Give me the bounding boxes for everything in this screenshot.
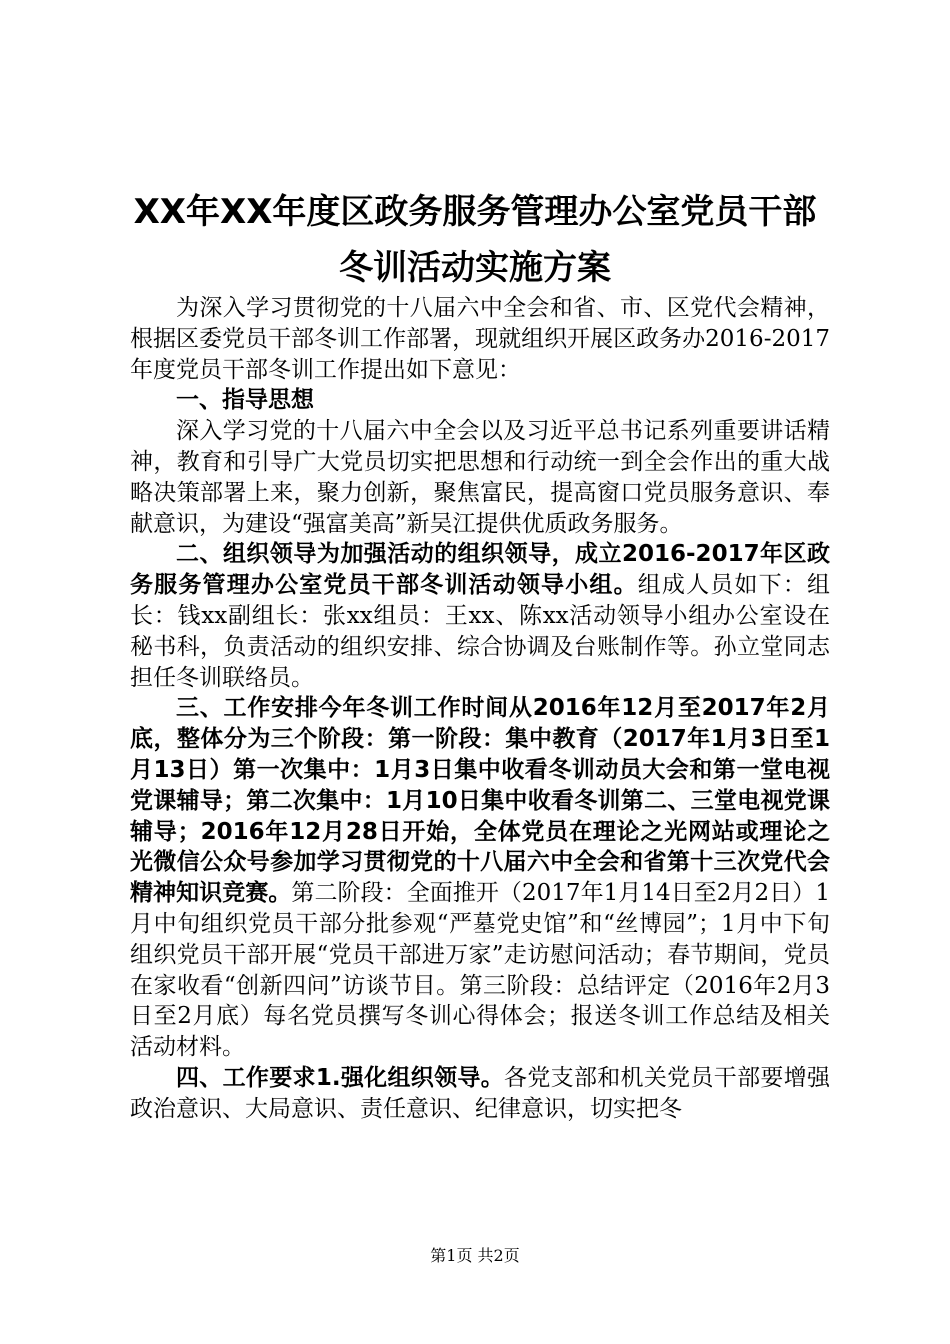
section-1-paragraph: 深入学习党的十八届六中全会以及习近平总书记系列重要讲话精神，教育和引导广大党员切实把思想和行动统一到全会作出的重大战略决策部署上来，聚力创新，聚焦富民，提高窗口党员服务意识、奉献意识，为建设“强富美高”新吴江提供优质政务服务。 (130, 418, 830, 537)
section-1-heading: 一、指导思想 (176, 387, 314, 414)
section-2-text: 组成人员如下：组长：钱xx副组长：张xx组员：王xx、陈xx活动领导小组办公室设在秘书科，负责活动的组织安排、综合协调及台账制作等。孙立堂同志担任冬训联络员。 (130, 572, 831, 691)
section-4-bold-text: 四、工作要求1.强化组织领导。 (176, 1064, 505, 1091)
document-title-line-2: 冬训活动实施方案 (339, 248, 611, 288)
section-2-bold-text: 二、组织领导为加强活动的组织领导，成立2016-2017年区政务服务管理办公室党员干部冬训活动领导小组。 (130, 541, 830, 599)
section-3-text: 第二阶段：全面推开（2017年1月14日至2月2日）1月中旬组织党员干部分批参观“严墓党史馆”和“丝博园”；1月中下旬组织党员干部开展“党员干部进万家”走访慰问活动；春节期间，党员在家收看“创新四问”访谈节目。第三阶段：总结评定（2016年2月3日至2月底）每名党员撰写冬训心得体会；报送冬训工作总结及相关活动材料。 (130, 880, 830, 1061)
document-title-line-1: XX年XX年度区政务服务管理办公室党员干部 (133, 192, 817, 232)
section-4-paragraph (130, 1063, 830, 1125)
section-2-paragraph (130, 539, 830, 693)
section-3-paragraph (130, 693, 830, 1063)
section-3-bold-text: 三、工作安排今年冬训工作时间从2016年12月至2017年2月底，整体分为三个阶段：第一阶段：集中教育（2017年1月3日至1月13日）第一次集中：1月3日集中收看冬训动员大会和第一堂电视党课辅导；第二次集中：1月10日集中收看冬训第二、三堂电视党课辅导；2016年12月28日开始，全体党员在理论之光网站或理论之光微信公众号参加学习贯彻党的十八届六中全会和省第十三次党代会精神知识竞赛。 (130, 695, 830, 907)
section-4-text: 各党支部和机关党员干部要增强政治意识、大局意识、责任意识、纪律意识，切实把冬 (130, 1064, 831, 1122)
page-number-footer: 第1页 共2页 (430, 1246, 520, 1265)
intro-paragraph: 为深入学习贯彻党的十八届六中全会和省、市、区党代会精神，根据区委党员干部冬训工作部署，现就组织开展区政务办2016-2017年度党员干部冬训工作提出如下意见： (130, 295, 830, 383)
document-body (130, 293, 830, 1125)
